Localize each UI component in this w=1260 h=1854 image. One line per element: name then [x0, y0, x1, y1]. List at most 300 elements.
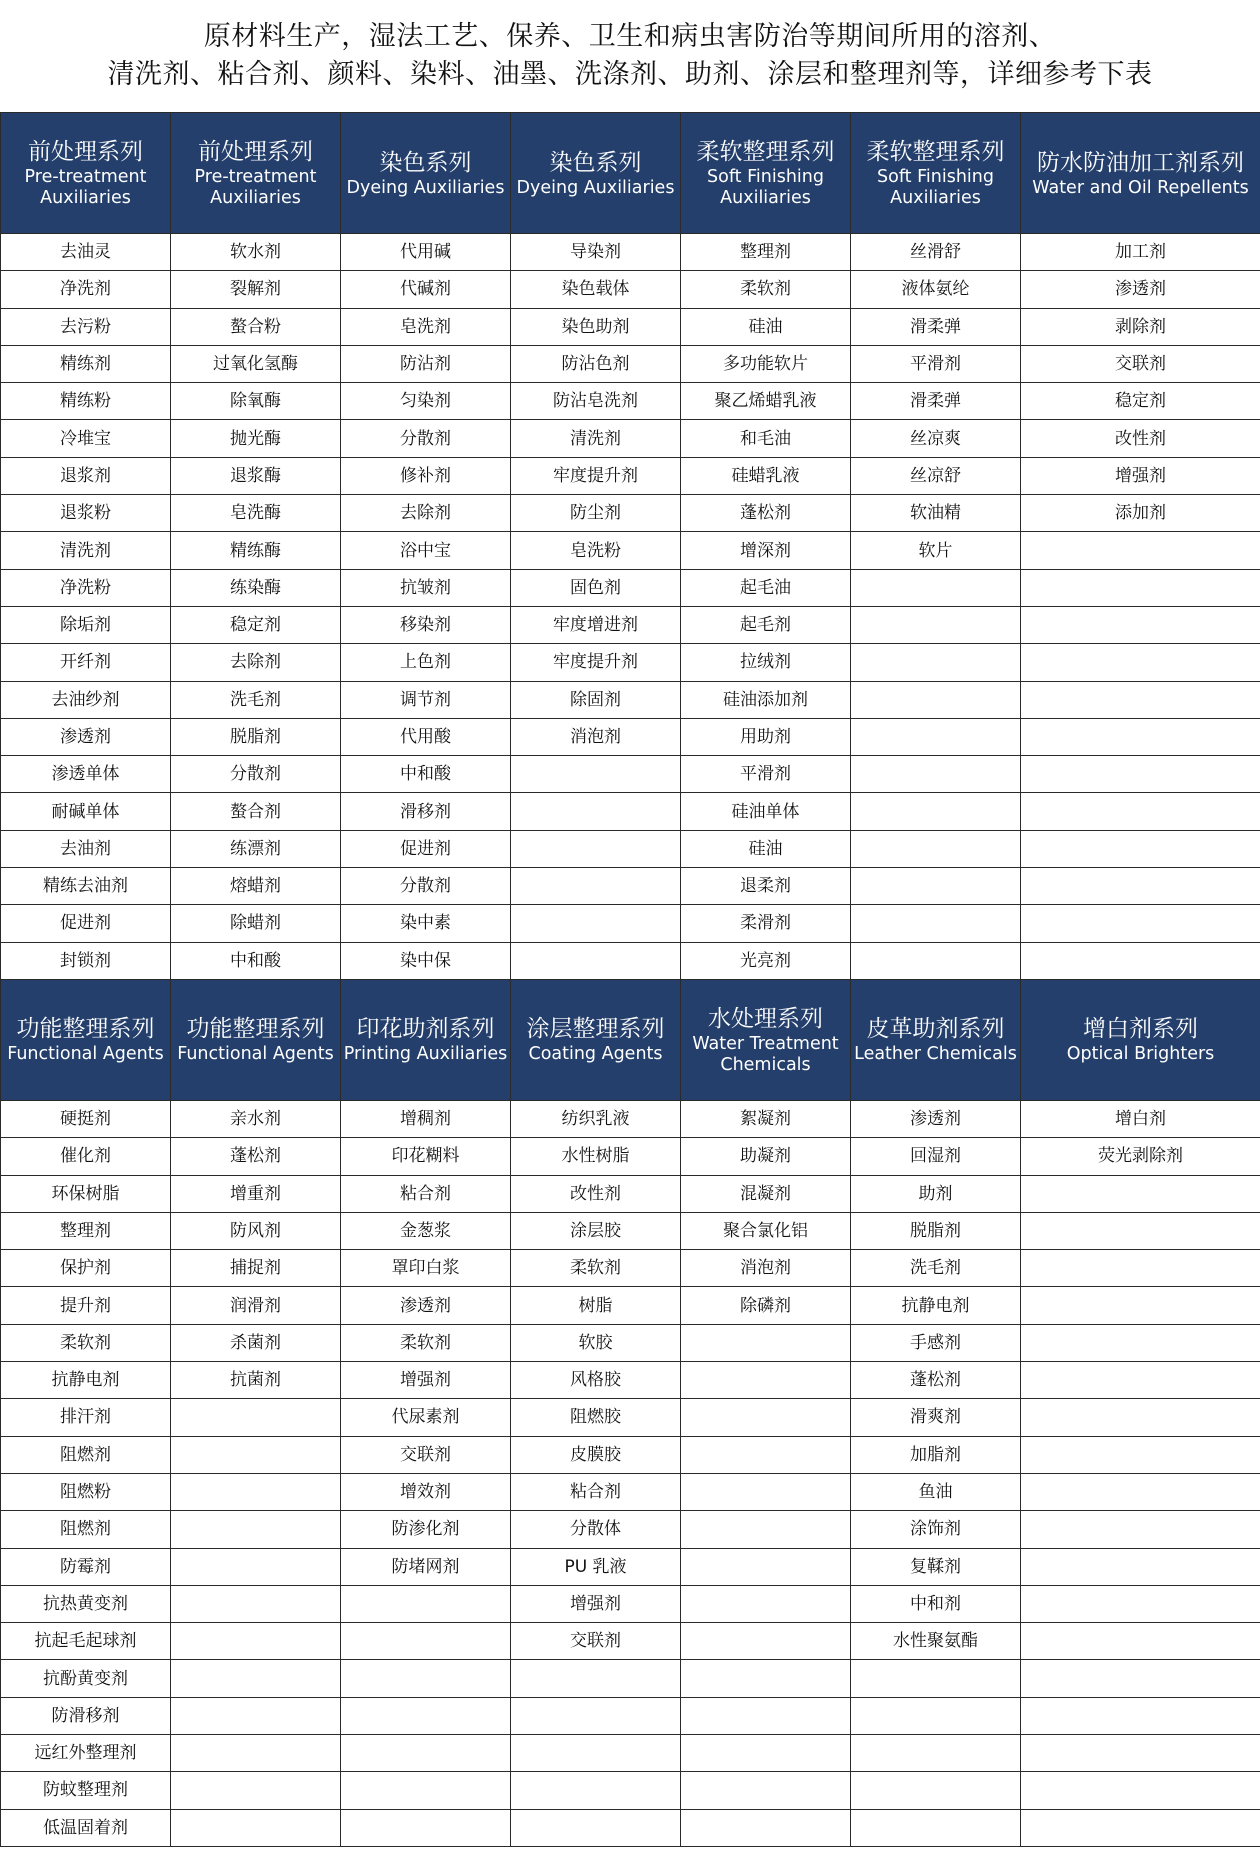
table-cell — [851, 1697, 1021, 1734]
table-row — [1, 1734, 1260, 1771]
table-cell — [1021, 1250, 1260, 1287]
table-cell: 洗毛剂 — [851, 1250, 1021, 1287]
column-header-zh: 柔软整理系列 — [866, 139, 1005, 165]
column-header — [1021, 979, 1260, 1100]
table-cell: 阻燃剂 — [1, 1436, 171, 1473]
table-cell: 用助剂 — [681, 718, 851, 755]
table-cell: 固色剂 — [511, 569, 681, 606]
table-cell — [1021, 644, 1260, 681]
table-cell: 抗皱剂 — [341, 569, 511, 606]
table-cell: 除蜡剂 — [171, 905, 341, 942]
table-row — [1, 830, 1260, 867]
column-header — [851, 979, 1021, 1100]
table-cell: 罩印白浆 — [341, 1250, 511, 1287]
table-cell: 去油灵 — [1, 234, 171, 271]
table-cell — [511, 905, 681, 942]
column-header-zh: 前处理系列 — [28, 139, 143, 165]
table-cell — [341, 1623, 511, 1660]
table-row — [1, 271, 1260, 308]
table-cell — [1021, 756, 1260, 793]
column-header-en: Dyeing Auxiliaries — [346, 177, 505, 198]
table-cell: 练染酶 — [171, 569, 341, 606]
table-cell — [851, 569, 1021, 606]
table-cell — [1021, 793, 1260, 830]
table-cell: 移染剂 — [341, 606, 511, 643]
column-header-en: Soft Finishing Auxiliaries — [707, 167, 824, 208]
table-cell: 催化剂 — [1, 1138, 171, 1175]
column-header — [1021, 113, 1260, 234]
table-cell: 促进剂 — [341, 830, 511, 867]
table-cell: 亲水剂 — [171, 1100, 341, 1137]
table-cell: 抗菌剂 — [171, 1362, 341, 1399]
column-header-zh: 印花助剂系列 — [356, 1016, 495, 1043]
table-cell — [511, 756, 681, 793]
table-cell: 练漂剂 — [171, 830, 341, 867]
table-cell: 改性剂 — [1021, 420, 1260, 457]
column-header-zh: 功能整理系列 — [16, 1016, 155, 1043]
table-cell: 粘合剂 — [341, 1175, 511, 1212]
table-cell: 清洗剂 — [511, 420, 681, 457]
table-cell: 去油纱剂 — [1, 681, 171, 718]
table-cell: 蓬松剂 — [171, 1138, 341, 1175]
table-cell — [681, 1362, 851, 1399]
table-cell — [681, 1623, 851, 1660]
table-cell — [851, 830, 1021, 867]
table-cell: 开纤剂 — [1, 644, 171, 681]
table-cell — [681, 1734, 851, 1771]
table-cell: 防蚊整理剂 — [1, 1772, 171, 1809]
table-cell: 聚乙烯蜡乳液 — [681, 383, 851, 420]
table-cell: 滑柔弹 — [851, 383, 1021, 420]
table-cell: 阻燃胶 — [511, 1399, 681, 1436]
table-cell: 保护剂 — [1, 1250, 171, 1287]
table-cell: 平滑剂 — [851, 345, 1021, 382]
table-cell: 防风剂 — [171, 1212, 341, 1249]
table-cell: 退浆粉 — [1, 495, 171, 532]
column-header-en: Water Treatment Chemicals — [692, 1033, 839, 1075]
table-cell — [341, 1697, 511, 1734]
table-row — [1, 1250, 1260, 1287]
table-cell: 封锁剂 — [1, 942, 171, 979]
table-cell: 增效剂 — [341, 1473, 511, 1510]
table-cell: 抛光酶 — [171, 420, 341, 457]
table-cell: 皂洗粉 — [511, 532, 681, 569]
table-cell: 鱼油 — [851, 1473, 1021, 1510]
table-cell: 分散体 — [511, 1511, 681, 1548]
table-row — [1, 345, 1260, 382]
table-row — [1, 1362, 1260, 1399]
table-row — [1, 905, 1260, 942]
table-cell: 渗透剂 — [851, 1100, 1021, 1137]
table-cell — [1021, 830, 1260, 867]
column-header-en: Coating Agents — [528, 1044, 663, 1065]
table-cell — [511, 868, 681, 905]
table-cell: 低温固着剂 — [1, 1809, 171, 1846]
table-cell: 助凝剂 — [681, 1138, 851, 1175]
auxiliaries-table — [0, 112, 1260, 1847]
table-cell: 涂饰剂 — [851, 1511, 1021, 1548]
table-cell: 去除剂 — [341, 495, 511, 532]
table-cell: 染色助剂 — [511, 308, 681, 345]
table-cell: 增强剂 — [341, 1362, 511, 1399]
table-cell: 防沾皂洗剂 — [511, 383, 681, 420]
column-header-en: Functional Agents — [177, 1044, 334, 1065]
column-header-en: Functional Agents — [7, 1044, 164, 1065]
table-cell: 增强剂 — [511, 1585, 681, 1622]
table-cell — [1021, 1436, 1260, 1473]
table-cell — [681, 1697, 851, 1734]
table-cell — [1021, 942, 1260, 979]
table-cell: 阻燃粉 — [1, 1473, 171, 1510]
column-header — [1, 979, 171, 1100]
table-row — [1, 234, 1260, 271]
table-row — [1, 569, 1260, 606]
table-cell — [681, 1324, 851, 1361]
column-header — [511, 979, 681, 1100]
table-row — [1, 756, 1260, 793]
table-cell: 去除剂 — [171, 644, 341, 681]
table-cell: 杀菌剂 — [171, 1324, 341, 1361]
table-cell: 中和剂 — [851, 1585, 1021, 1622]
table-cell — [171, 1660, 341, 1697]
table-cell — [681, 1436, 851, 1473]
table-cell: 软片 — [851, 532, 1021, 569]
table-cell: 稳定剂 — [1021, 383, 1260, 420]
table-cell — [1021, 1175, 1260, 1212]
table-cell: 交联剂 — [1021, 345, 1260, 382]
table-cell — [851, 644, 1021, 681]
table-cell: 软胶 — [511, 1324, 681, 1361]
column-header-en: Leather Chemicals — [854, 1044, 1017, 1065]
table-cell: 滑柔弹 — [851, 308, 1021, 345]
table-cell: 染中保 — [341, 942, 511, 979]
table-cell: 渗透剂 — [1021, 271, 1260, 308]
table-cell: 交联剂 — [511, 1623, 681, 1660]
table-cell: 硅油 — [681, 308, 851, 345]
table-cell: 捕捉剂 — [171, 1250, 341, 1287]
table-row — [1, 308, 1260, 345]
table-row — [1, 1772, 1260, 1809]
table-cell — [511, 1772, 681, 1809]
table-cell: 添加剂 — [1021, 495, 1260, 532]
table-cell — [1021, 1809, 1260, 1846]
table-cell: 防渗化剂 — [341, 1511, 511, 1548]
table-cell: 液体氨纶 — [851, 271, 1021, 308]
table-cell — [681, 1473, 851, 1510]
table-cell: 柔滑剂 — [681, 905, 851, 942]
table-row — [1, 1585, 1260, 1622]
table-row — [1, 457, 1260, 494]
column-header — [171, 113, 341, 234]
table-row — [1, 681, 1260, 718]
table-cell — [511, 1660, 681, 1697]
table-cell: 防堵网剂 — [341, 1548, 511, 1585]
table-cell: 精练酶 — [171, 532, 341, 569]
table-cell: 精练去油剂 — [1, 868, 171, 905]
table-cell: 印花糊料 — [341, 1138, 511, 1175]
table-cell: 复鞣剂 — [851, 1548, 1021, 1585]
column-header-en: Soft Finishing Auxiliaries — [877, 167, 994, 208]
table-row — [1, 1660, 1260, 1697]
table-cell: 染中素 — [341, 905, 511, 942]
table-cell: 硬挺剂 — [1, 1100, 171, 1137]
table-cell — [851, 1809, 1021, 1846]
table-cell — [511, 1809, 681, 1846]
column-header-en: Pre-treatment Auxiliaries — [24, 167, 147, 208]
column-header-en: Pre-treatment Auxiliaries — [194, 167, 317, 208]
table-cell: 导染剂 — [511, 234, 681, 271]
table-cell: 硅蜡乳液 — [681, 457, 851, 494]
table-cell — [171, 1436, 341, 1473]
table-cell: 匀染剂 — [341, 383, 511, 420]
table-cell: 混凝剂 — [681, 1175, 851, 1212]
column-header-en: Optical Brighters — [1066, 1044, 1215, 1065]
table-row — [1, 718, 1260, 755]
table-cell: 改性剂 — [511, 1175, 681, 1212]
table-cell: 丝凉爽 — [851, 420, 1021, 457]
table-cell — [851, 606, 1021, 643]
table-cell — [1021, 718, 1260, 755]
table-cell: 浴中宝 — [341, 532, 511, 569]
table-cell — [681, 1511, 851, 1548]
table-cell: 除磷剂 — [681, 1287, 851, 1324]
table-cell: 净洗剂 — [1, 271, 171, 308]
table-cell: 抗起毛起球剂 — [1, 1623, 171, 1660]
table-row — [1, 1324, 1260, 1361]
table-cell: 提升剂 — [1, 1287, 171, 1324]
table-cell: 牢度提升剂 — [511, 644, 681, 681]
table-row — [1, 1212, 1260, 1249]
table-cell — [171, 1548, 341, 1585]
table-cell: 过氧化氢酶 — [171, 345, 341, 382]
table-cell — [171, 1697, 341, 1734]
table-cell: 增强剂 — [1021, 457, 1260, 494]
table-cell: 除固剂 — [511, 681, 681, 718]
table-cell — [1021, 868, 1260, 905]
table-cell: 脱脂剂 — [171, 718, 341, 755]
column-header-zh: 防水防油加工剂系列 — [1037, 149, 1244, 176]
table-cell: 加脂剂 — [851, 1436, 1021, 1473]
table-cell — [1021, 532, 1260, 569]
table-row — [1, 532, 1260, 569]
table-cell: 手感剂 — [851, 1324, 1021, 1361]
table-cell — [1021, 1212, 1260, 1249]
table-cell: 中和酸 — [341, 756, 511, 793]
column-header — [681, 979, 851, 1100]
table-cell — [681, 1809, 851, 1846]
table-cell — [511, 942, 681, 979]
table-cell: 金葱浆 — [341, 1212, 511, 1249]
table-cell — [681, 1548, 851, 1585]
table-cell — [851, 793, 1021, 830]
table-row — [1, 1399, 1260, 1436]
column-header-zh: 涂层整理系列 — [526, 1016, 665, 1043]
table-cell — [1021, 606, 1260, 643]
table-cell: 蓬松剂 — [851, 1362, 1021, 1399]
table-cell: 硅油添加剂 — [681, 681, 851, 718]
table-cell — [851, 1734, 1021, 1771]
table-cell: 远红外整理剂 — [1, 1734, 171, 1771]
column-header — [681, 113, 851, 234]
table-cell: 起毛油 — [681, 569, 851, 606]
table-cell: 精练剂 — [1, 345, 171, 382]
title-line-2: 清洗剂、粘合剂、颜料、染料、油墨、洗涤剂、助剂、涂层和整理剂等，详细参考下表 — [107, 59, 1153, 90]
table-cell: 裂解剂 — [171, 271, 341, 308]
table-cell — [681, 1399, 851, 1436]
table-cell — [171, 1473, 341, 1510]
table-cell: 去油剂 — [1, 830, 171, 867]
table-cell — [681, 1660, 851, 1697]
table-cell — [1021, 1697, 1260, 1734]
table-cell — [1021, 1511, 1260, 1548]
table-cell: 消泡剂 — [681, 1250, 851, 1287]
column-header-zh: 功能整理系列 — [186, 1016, 325, 1043]
table-cell — [851, 681, 1021, 718]
column-header — [341, 979, 511, 1100]
table-cell: 染色载体 — [511, 271, 681, 308]
table-cell — [1021, 1623, 1260, 1660]
table-cell: 润滑剂 — [171, 1287, 341, 1324]
table-cell: 回湿剂 — [851, 1138, 1021, 1175]
table-cell: 抗热黄变剂 — [1, 1585, 171, 1622]
table-cell: 涂层胶 — [511, 1212, 681, 1249]
table-cell — [1021, 1660, 1260, 1697]
column-header-zh: 前处理系列 — [198, 139, 313, 165]
table-cell: 拉绒剂 — [681, 644, 851, 681]
table-cell — [171, 1623, 341, 1660]
column-header-zh: 染色系列 — [549, 149, 642, 176]
table-cell: 螯合剂 — [171, 793, 341, 830]
table-cell: 多功能软片 — [681, 345, 851, 382]
table-cell — [851, 868, 1021, 905]
table-cell — [511, 1697, 681, 1734]
table-cell — [681, 1585, 851, 1622]
table-cell: 抗静电剂 — [1, 1362, 171, 1399]
table-cell: 起毛剂 — [681, 606, 851, 643]
column-header — [851, 113, 1021, 234]
table-cell — [1021, 681, 1260, 718]
table-cell: 退浆酶 — [171, 457, 341, 494]
table-cell: 净洗粉 — [1, 569, 171, 606]
table-cell: PU 乳液 — [511, 1548, 681, 1585]
table-cell: 防尘剂 — [511, 495, 681, 532]
table-cell: 除氧酶 — [171, 383, 341, 420]
table-cell — [1021, 1772, 1260, 1809]
table-cell: 丝滑舒 — [851, 234, 1021, 271]
table-cell: 皂洗剂 — [341, 308, 511, 345]
table-body — [1, 113, 1260, 1847]
table-cell — [1021, 1734, 1260, 1771]
table-cell: 牢度增进剂 — [511, 606, 681, 643]
table-cell: 分散剂 — [171, 756, 341, 793]
table-cell: 增重剂 — [171, 1175, 341, 1212]
table-cell: 上色剂 — [341, 644, 511, 681]
section2-header-row — [1, 979, 1260, 1100]
table-cell: 抗静电剂 — [851, 1287, 1021, 1324]
table-cell — [681, 1772, 851, 1809]
table-cell: 促进剂 — [1, 905, 171, 942]
table-cell: 滑移剂 — [341, 793, 511, 830]
table-cell — [1021, 1362, 1260, 1399]
table-cell — [341, 1809, 511, 1846]
table-cell: 牢度提升剂 — [511, 457, 681, 494]
table-cell: 排汗剂 — [1, 1399, 171, 1436]
table-cell: 丝凉舒 — [851, 457, 1021, 494]
table-cell — [1021, 1324, 1260, 1361]
table-cell: 剥除剂 — [1021, 308, 1260, 345]
table-row — [1, 1138, 1260, 1175]
table-cell: 退浆剂 — [1, 457, 171, 494]
table-cell — [851, 905, 1021, 942]
table-cell: 清洗剂 — [1, 532, 171, 569]
table-row — [1, 644, 1260, 681]
table-cell: 环保树脂 — [1, 1175, 171, 1212]
table-cell — [851, 942, 1021, 979]
table-cell: 滑爽剂 — [851, 1399, 1021, 1436]
table-cell: 熔蜡剂 — [171, 868, 341, 905]
table-cell: 风格胶 — [511, 1362, 681, 1399]
column-header — [171, 979, 341, 1100]
table-cell: 调节剂 — [341, 681, 511, 718]
table-cell: 耐碱单体 — [1, 793, 171, 830]
column-header-zh: 增白剂系列 — [1083, 1016, 1198, 1043]
column-header-en: Printing Auxiliaries — [343, 1044, 508, 1065]
table-cell: 防霉剂 — [1, 1548, 171, 1585]
table-cell: 光亮剂 — [681, 942, 851, 979]
table-row — [1, 1697, 1260, 1734]
column-header-zh: 水处理系列 — [708, 1005, 823, 1032]
table-cell — [171, 1772, 341, 1809]
table-cell: 硅油 — [681, 830, 851, 867]
table-cell: 代尿素剂 — [341, 1399, 511, 1436]
table-cell — [341, 1772, 511, 1809]
table-cell: 树脂 — [511, 1287, 681, 1324]
table-cell: 纺织乳液 — [511, 1100, 681, 1137]
table-cell: 柔软剂 — [341, 1324, 511, 1361]
table-row — [1, 1473, 1260, 1510]
table-cell: 荧光剥除剂 — [1021, 1138, 1260, 1175]
table-cell: 除垢剂 — [1, 606, 171, 643]
table-cell — [1021, 1399, 1260, 1436]
table-cell: 抗酚黄变剂 — [1, 1660, 171, 1697]
table-cell — [511, 793, 681, 830]
table-cell: 稳定剂 — [171, 606, 341, 643]
table-cell: 去污粉 — [1, 308, 171, 345]
table-cell — [1021, 1585, 1260, 1622]
table-cell — [341, 1734, 511, 1771]
table-cell: 絮凝剂 — [681, 1100, 851, 1137]
table-cell — [171, 1511, 341, 1548]
table-row — [1, 1175, 1260, 1212]
table-cell: 助剂 — [851, 1175, 1021, 1212]
table-cell: 中和酸 — [171, 942, 341, 979]
column-header — [1, 113, 171, 234]
table-cell: 皂洗酶 — [171, 495, 341, 532]
table-cell: 防滑移剂 — [1, 1697, 171, 1734]
table-cell — [511, 830, 681, 867]
table-cell: 水性树脂 — [511, 1138, 681, 1175]
table-cell: 代碱剂 — [341, 271, 511, 308]
table-row — [1, 495, 1260, 532]
table-cell: 渗透剂 — [1, 718, 171, 755]
table-cell — [1021, 569, 1260, 606]
table-cell: 加工剂 — [1021, 234, 1260, 271]
table-cell: 渗透单体 — [1, 756, 171, 793]
table-cell: 水性聚氨酯 — [851, 1623, 1021, 1660]
table-cell: 冷堆宝 — [1, 420, 171, 457]
table-row — [1, 1436, 1260, 1473]
column-header-en: Dyeing Auxiliaries — [516, 177, 675, 198]
